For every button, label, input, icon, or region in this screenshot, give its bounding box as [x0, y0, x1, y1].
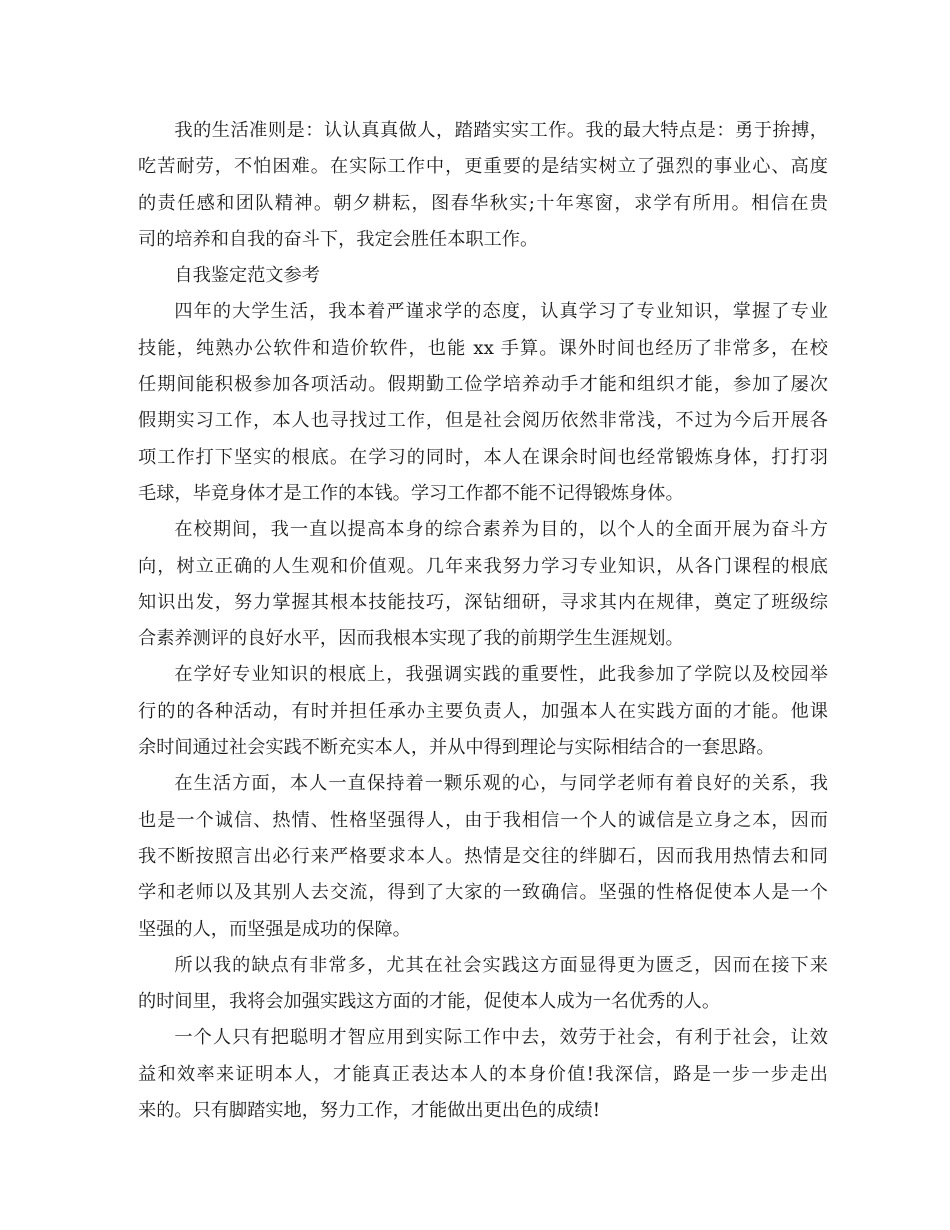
text-line: 行的的各种活动，有时并担任承办主要负责人，加强本人在实践方面的才能。他课	[138, 700, 828, 722]
text-line: 在生活方面，本人一直保持着一颗乐观的心，与同学老师有着良好的关系，我	[174, 773, 828, 795]
text-line: 来的。只有脚踏实地，努力工作，才能做出更出色的成绩!	[138, 1100, 600, 1122]
text-line: 知识出发，努力掌握其根本技能技巧，深钻细研，寻求其内在规律，奠定了班级综	[138, 591, 828, 613]
section-heading	[138, 258, 828, 294]
paragraph-life-aspects	[138, 766, 828, 947]
text-line: 毛球，毕竟身体才是工作的本钱。学习工作都不能不记得锻炼身体。	[138, 482, 684, 504]
text-line: 余时间通过社会实践不断充实本人，并从中得到理论与实际相结合的一套思路。	[138, 737, 775, 759]
paragraph-university-life	[138, 294, 828, 512]
paragraph-conclusion	[138, 1020, 828, 1129]
text-line: 我不断按照言出必行来严格要求本人。热情是交往的绊脚石，因而我用热情去和同	[138, 845, 828, 867]
text-line: 的时间里，我将会加强实践这方面的才能，促使本人成为一名优秀的人。	[138, 991, 721, 1013]
text-line: 项工作打下坚实的根底。在学习的同时，本人在课余时间也经常锻炼身体，打打羽	[138, 446, 828, 468]
text-line: 向，树立正确的人生观和价值观。几年来我努力学习专业知识，从各门课程的根底	[138, 555, 828, 577]
text-line: 的责任感和团队精神。朝夕耕耘，图春华秋实;十年寒窗，求学有所用。相信在贵	[138, 192, 828, 214]
paragraph-school-period	[138, 512, 828, 657]
paragraph-life-principles	[138, 113, 828, 258]
text-line: 也是一个诚信、热情、性格坚强得人，由于我相信一个人的诚信是立身之本，因而	[138, 809, 828, 831]
text-line: 益和效率来证明本人，才能真正表达本人的本身价值!我深信，路是一步一步走出	[138, 1063, 828, 1085]
text-line: 我的生活准则是：认认真真做人，踏踏实实工作。我的最大特点是：勇于拚搏，	[174, 120, 828, 141]
text-line: 坚强的人，而坚强是成功的保障。	[138, 918, 411, 940]
document-body	[138, 113, 828, 1129]
paragraph-shortcomings	[138, 948, 828, 1021]
text-line: 在学好专业知识的根底上，我强调实践的重要性，此我参加了学院以及校园举	[174, 664, 828, 686]
text-line: 四年的大学生活，我本着严谨求学的态度，认真学习了专业知识，掌握了专业	[174, 301, 828, 323]
text-line: 合素养测评的良好水平，因而我根本实现了我的前期学生生涯规划。	[138, 628, 684, 650]
text-line: 所以我的缺点有非常多，尤其在社会实践这方面显得更为匮乏，因而在接下来	[174, 954, 828, 976]
text-line: 任期间能积极参加各项活动。假期勤工俭学培养动手才能和组织才能，参加了屡次	[138, 374, 828, 396]
heading-text: 自我鉴定范文参考	[174, 265, 320, 287]
text-line: 技能，纯熟办公软件和造价软件，也能 xx 手算。课外时间也经历了非常多，在校	[138, 337, 828, 359]
text-line: 在校期间，我一直以提高本身的综合素养为目的，以个人的全面开展为奋斗方	[174, 519, 828, 541]
text-line: 学和老师以及其别人去交流，得到了大家的一致确信。坚强的性格促使本人是一个	[138, 882, 828, 904]
text-line: 吃苦耐劳，不怕困难。在实际工作中，更重要的是结实树立了强烈的事业心、高度	[138, 156, 828, 178]
text-line: 一个人只有把聪明才智应用到实际工作中去，效劳于社会，有利于社会，让效	[174, 1027, 828, 1049]
paragraph-practice	[138, 657, 828, 766]
text-line: 假期实习工作，本人也寻找过工作，但是社会阅历依然非常浅，不过为今后开展各	[138, 410, 828, 432]
text-line: 司的培养和自我的奋斗下，我定会胜任本职工作。	[138, 228, 539, 250]
